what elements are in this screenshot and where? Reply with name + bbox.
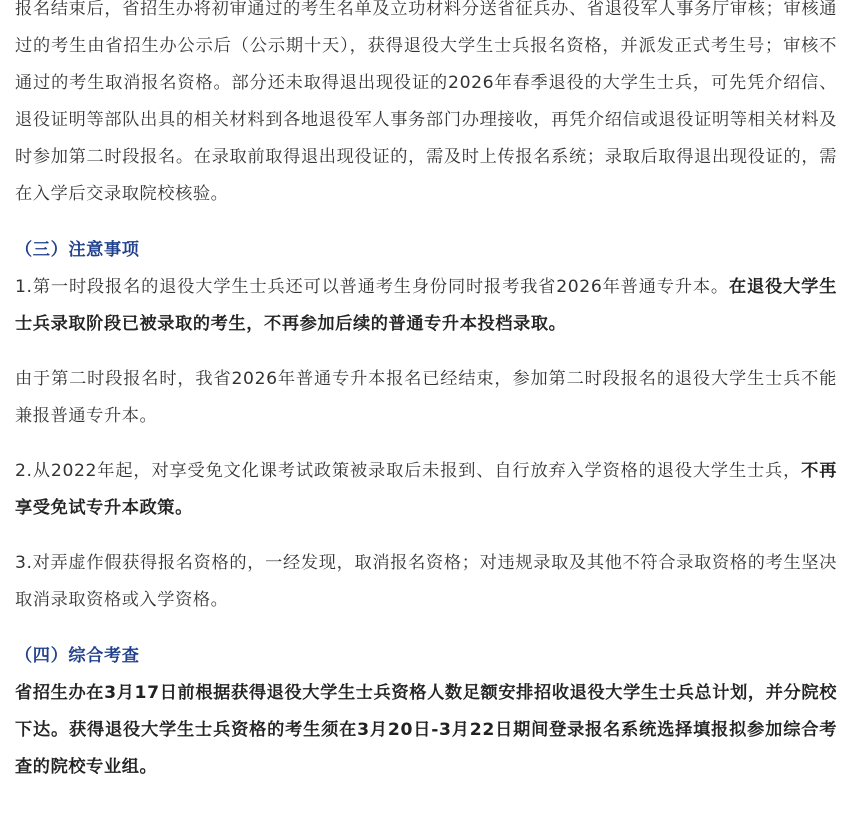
note-3-paragraph: 3.对弄虚作假获得报名资格的，一经发现，取消报名资格；对违规录取及其他不符合录取资格的考生坚决取消录取资格或入学资格。: [15, 553, 837, 610]
section-heading-notes: （三）注意事项: [15, 240, 140, 260]
note-2-paragraph: [15, 453, 837, 527]
section-4-paragraph: 省招生办在3月17日前根据获得退役大学生士兵资格人数足额安排招收退役大学生士兵总计划，并分院校下达。获得退役大学生士兵资格的考生须在3月20日-3月22日期间登录报名系统选择填报拟参加综合考查的院校专业组。: [15, 683, 837, 777]
section-heading-review: （四）综合考查: [15, 646, 140, 666]
article-body: [15, 0, 837, 786]
note-1-text: 1.第一时段报名的退役大学生士兵还可以普通考生身份同时报考我省2026年普通专升本。: [15, 277, 729, 297]
note-2-text: 2.从2022年起，对享受免文化课考试政策被录取后未报到、自行放弃入学资格的退役大学生士兵，: [15, 461, 802, 481]
note-1-emphasis: 在退役大学生士兵录取阶段已被录取的考生，不再参加后续的普通专升本投档录取。: [15, 277, 837, 334]
note-1b-paragraph: 由于第二时段报名时，我省2026年普通专升本报名已经结束，参加第二时段报名的退役大学生士兵不能兼报普通专升本。: [15, 369, 837, 426]
note-2-emphasis: 不再享受免试专升本政策。: [15, 461, 837, 518]
note-1-paragraph: [15, 269, 837, 343]
intro-paragraph: 报名结束后，省招生办将初审通过的考生名单及立功材料分送省征兵办、省退役军人事务厅审核；审核通过的考生由省招生办公示后（公示期十天），获得退役大学生士兵报名资格，并派发正式考生号；审核不通过的考生取消报名资格。部分还未取得退出现役证的2026年春季退役的大学生士兵，可先凭介绍信、退役证明等部队出具的相关材料到各地退役军人事务部门办理接收，再凭介绍信或退役证明等相关材料及时参加第二时段报名。在录取前取得退出现役证的，需及时上传报名系统；录取后取得退出现役证的，需在入学后交录取院校核验。: [15, 0, 837, 204]
